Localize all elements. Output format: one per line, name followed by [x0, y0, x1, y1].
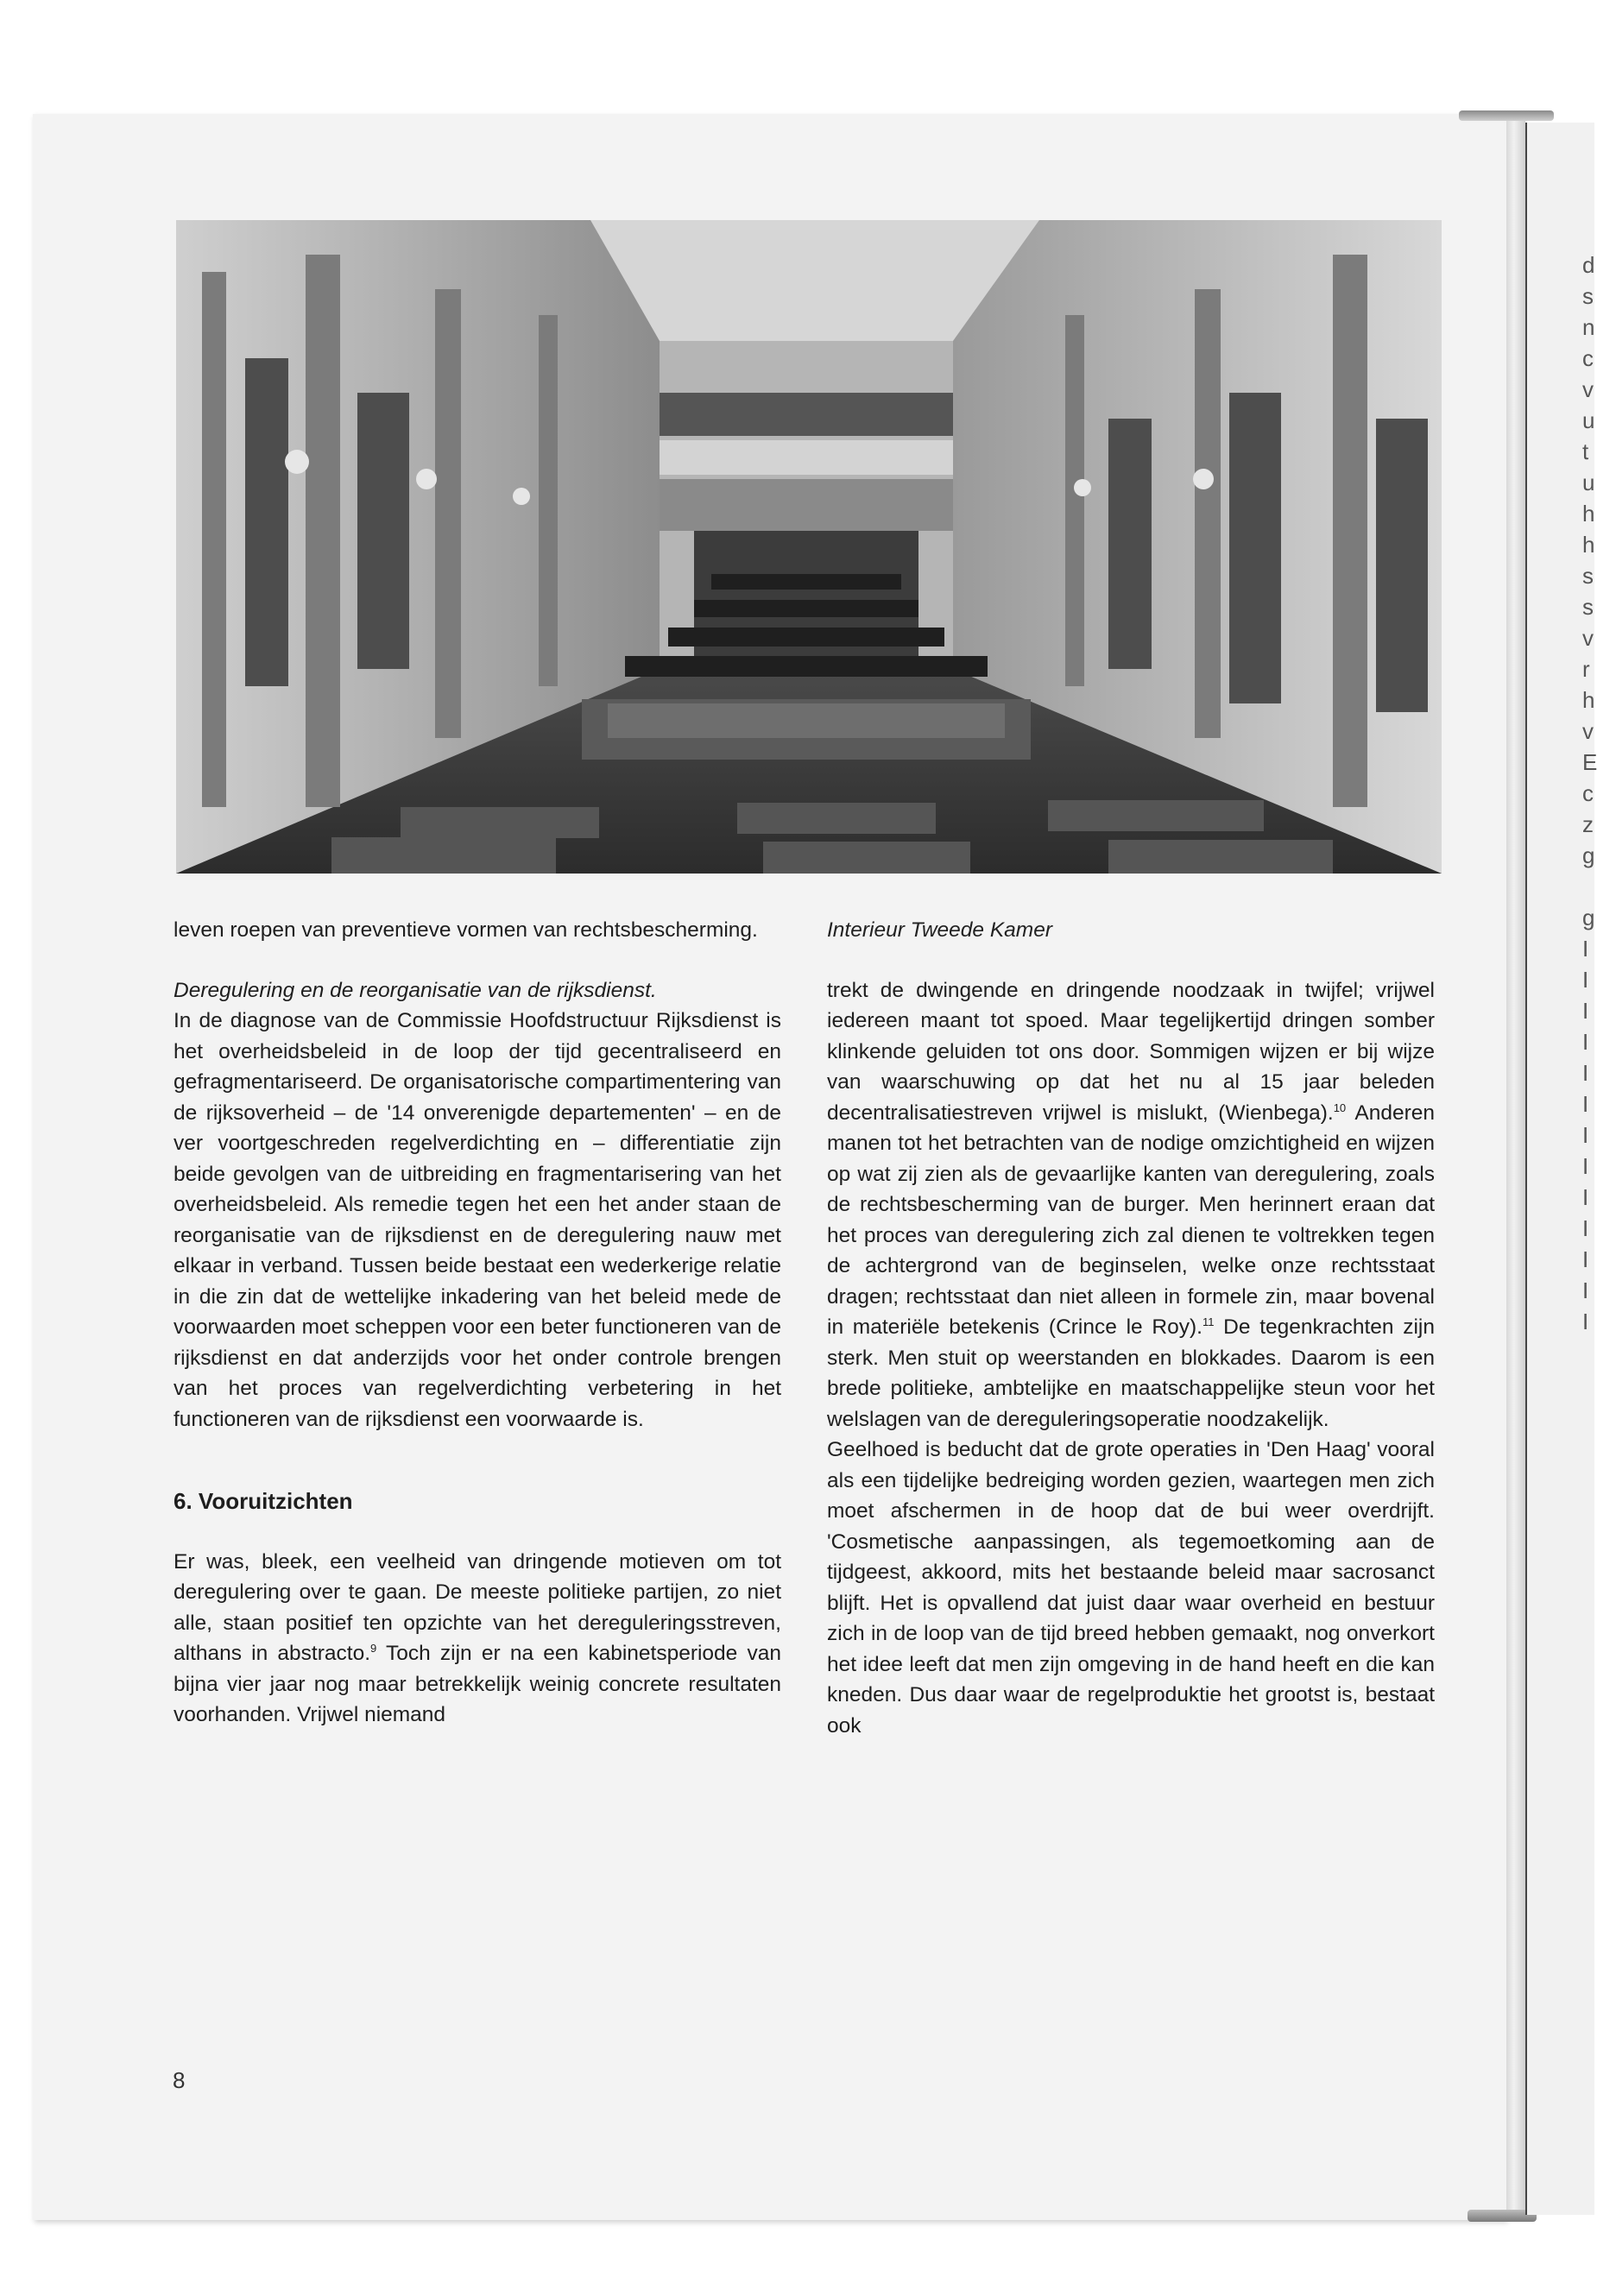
- facing-page-letter: g: [1582, 905, 1595, 930]
- facing-page-letter: n: [1582, 314, 1595, 340]
- facing-page-letter: I: [1582, 1246, 1589, 1272]
- facing-page-letter: c: [1582, 345, 1594, 371]
- facing-page-letter: h: [1582, 687, 1595, 713]
- photo-interior-tweede-kamer: [176, 220, 1442, 874]
- facing-page-letter: I: [1582, 1029, 1589, 1055]
- photo-caption: Interieur Tweede Kamer: [827, 918, 1052, 942]
- facing-page-letter: v: [1582, 718, 1594, 744]
- facing-page-letter: r: [1582, 656, 1590, 682]
- facing-page-letter: s: [1582, 563, 1594, 589]
- right-text-column: [827, 915, 1435, 1741]
- facing-page-letter: I: [1582, 967, 1589, 993]
- subheading-deregulering: Deregulering en de reorganisatie van de rijksdienst.: [174, 978, 657, 1002]
- paragraph-diagnose: In de diagnose van de Commissie Hoofdstructuur Rijksdienst is het overheidsbeleid in de loop der tijd gecentraliseerd en gefragmentariseerd. De organisatorische compartimentering van de rijksoverheid – de '14 onverenigde departementen' – en de ver voortgeschreden regelverdichting en – differentiatie zijn beide gevolgen van de uitbreiding en fragmentarisering van het overheidsbeleid. Als remedie tegen het een het ander staan de reorganisatie van de rijksdienst en de deregulering nauw met elkaar in verband. Tussen beide bestaat een wederkerige relatie in die zin dat de wettelijke inkadering van het beleid mede de voorwaarden moet scheppen voor een beter functioneren van de rijksdienst en dat anderzijds voor het onder controle brengen van het proces van regelverdichting verbetering in het functioneren van de rijksdienst een voorwaarde is.: [174, 1009, 781, 1431]
- paragraph-intro: leven roepen van preventieve vormen van rechtsbescherming.: [174, 918, 758, 942]
- chamber-photo-illustration: [176, 220, 1442, 874]
- facing-page-letter: z: [1582, 811, 1594, 837]
- facing-page-letter: I: [1582, 998, 1589, 1024]
- facing-page-edge: [1525, 123, 1597, 2215]
- paragraph-noodzaak: [827, 975, 1435, 1435]
- page-number: 8: [173, 2067, 186, 2093]
- footnote-ref-9: 9: [370, 1641, 377, 1655]
- facing-page-letter: v: [1582, 376, 1594, 402]
- facing-page-letter: h: [1582, 501, 1595, 527]
- binding-clip-top: [1459, 110, 1554, 121]
- facing-page-letter: d: [1582, 252, 1595, 278]
- paragraph-geelhoed: Geelhoed is beducht dat de grote operaties in 'Den Haag' vooral als een tijdelijke bedreiging worden gezien, waartegen men zich moet afschermen in de hoop dat de bui weer overdrijft. 'Cosmetische aanpassingen, als tegemoetkoming aan de tijdgeest, akkoord, mits het bestaande beleid maar sacrosanct blijft. Het is opvallend dat juist daar waar overheid en bestuur zich in de loop van de tijd breed hebben gemaakt, nog onverkort het idee leeft dat men zijn omgeving in de hand heeft en die kan kneden. Dus daar waar de regelproduktie het grootst is, bestaat ook: [827, 1438, 1435, 1738]
- facing-page-letter: u: [1582, 407, 1595, 433]
- paragraph-vooruitzichten: [174, 1547, 781, 1731]
- facing-page-letter: I: [1582, 1060, 1589, 1086]
- facing-page-letter: I: [1582, 1309, 1589, 1334]
- facing-page-letter: h: [1582, 532, 1595, 558]
- section-heading-vooruitzichten: 6. Vooruitzichten: [174, 1488, 353, 1514]
- facing-page-letter: I: [1582, 1184, 1589, 1210]
- facing-page-letter: I: [1582, 936, 1589, 962]
- footnote-ref-10: 10: [1333, 1101, 1347, 1114]
- facing-page-letter: v: [1582, 625, 1594, 651]
- facing-page-letter: s: [1582, 594, 1594, 620]
- paragraph-noodzaak-part-b: Anderen manen tot het betrachten van de nodige omzichtigheid en wijzen op wat zij zien als de gevaarlijke kanten van deregulering, zoals de rechtsbescherming van de burger. Men herinnert eraan dat het proces van deregulering zich zal dienen te voltrekken tegen de achtergrond van de beginselen, welke onze rechtsstaat dragen; rechtsstaat dan niet alleen in formele zin, maar bovenal in materiële betekenis (Crince le Roy).: [827, 1101, 1435, 1339]
- facing-page-letter: t: [1582, 438, 1589, 464]
- paragraph-vooruitzichten-part-b: Toch zijn er na een kabinetsperiode van bijna vier jaar nog maar betrekkelijk weinig concrete resultaten voorhanden. Vrijwel niemand: [174, 1642, 781, 1726]
- facing-page-letter: I: [1582, 1091, 1589, 1117]
- facing-page-letter: I: [1582, 1215, 1589, 1241]
- facing-page-letter: I: [1582, 1122, 1589, 1148]
- paragraph-noodzaak-part-c: De tegenkrachten zijn sterk. Men stuit op weerstanden en blokkades. Daarom is een brede politieke, ambtelijke en maatschappelijke steun voor het welslagen van de dereguleringsoperatie noodzakelijk.: [827, 1315, 1435, 1431]
- facing-page-letter: u: [1582, 470, 1595, 495]
- facing-page-letter: I: [1582, 1153, 1589, 1179]
- facing-page-letter: I: [1582, 1277, 1589, 1303]
- paragraph-vooruitzichten-part-a: Er was, bleek, een veelheid van dringende motieven om tot deregulering over te gaan. De meeste politieke partijen, zo niet alle, staan positief ten opzichte van het dereguleringsstreven, althans in abstracto.: [174, 1549, 781, 1665]
- paragraph-noodzaak-part-a: trekt de dwingende en dringende noodzaak in twijfel; vrijwel iedereen maant tot spoed. Maar tegelijkertijd dringen somber klinkende geluiden tot ons door. Sommigen wijzen er bij wijze van waarschuwing op dat het nu al 15 jaar beleden decentralisatiestreven vrijwel is mislukt, (Wienbega).: [827, 978, 1435, 1125]
- facing-page-letter: c: [1582, 780, 1594, 806]
- facing-page-letter: g: [1582, 842, 1595, 868]
- left-text-column: [174, 915, 781, 1731]
- facing-page-letter: s: [1582, 283, 1594, 309]
- facing-page-letter: E: [1582, 749, 1597, 775]
- footnote-ref-11: 11: [1202, 1315, 1215, 1328]
- page-edge: [1506, 121, 1525, 2214]
